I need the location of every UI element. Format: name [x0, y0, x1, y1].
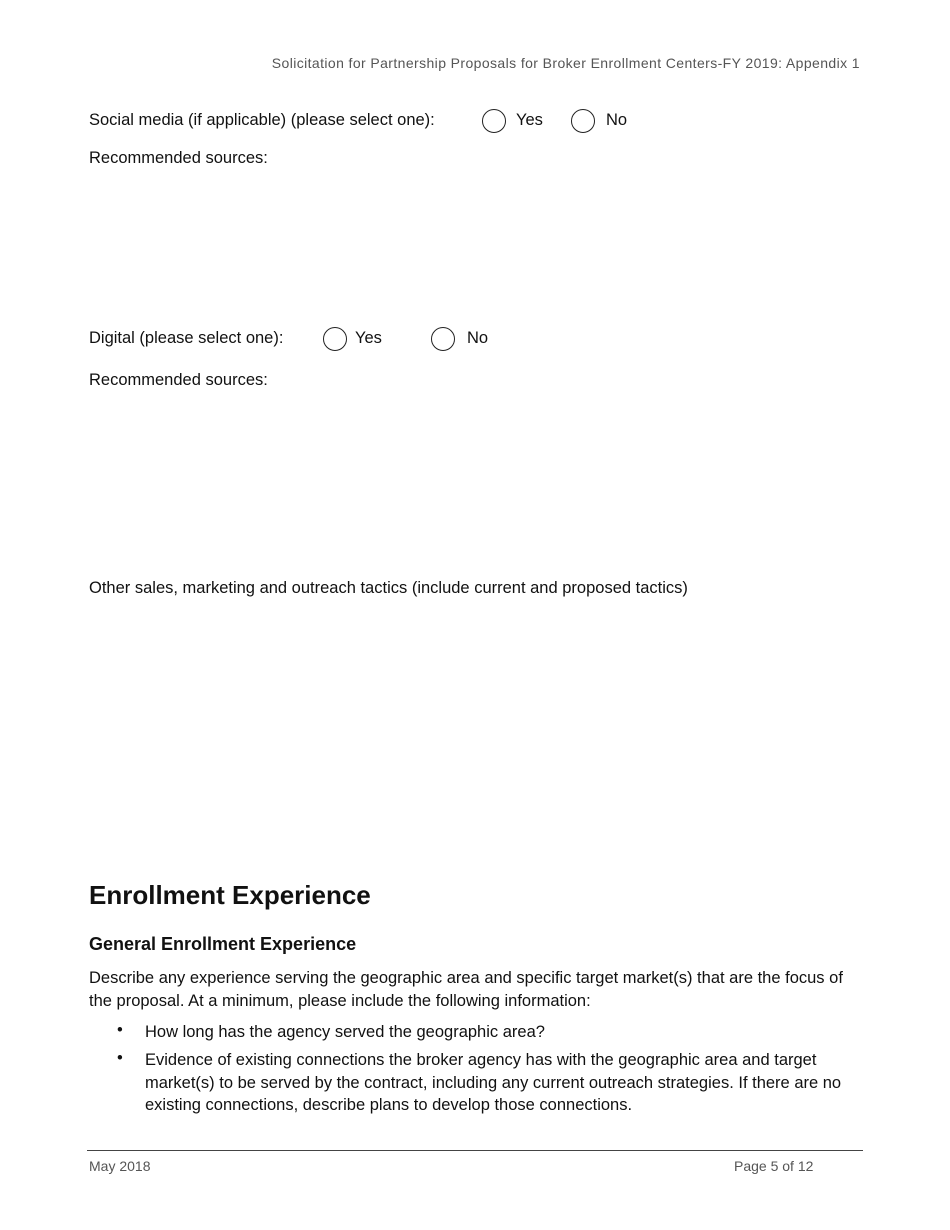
footer-divider	[87, 1150, 863, 1151]
list-item: How long has the agency served the geographic area?	[145, 1023, 545, 1041]
other-tactics-label: Other sales, marketing and outreach tactics (include current and proposed tactics)	[89, 579, 688, 597]
social-media-sources-label: Recommended sources:	[89, 149, 268, 167]
footer-date: May 2018	[89, 1158, 151, 1174]
page-header: Solicitation for Partnership Proposals for Broker Enrollment Centers-FY 2019: Appendix 1	[271, 55, 860, 71]
digital-sources-label: Recommended sources:	[89, 371, 268, 389]
footer-page-number: Page 5 of 12	[734, 1158, 814, 1174]
digital-no-radio[interactable]	[431, 327, 455, 351]
digital-no-label: No	[467, 329, 489, 347]
social-media-no-radio[interactable]	[571, 109, 595, 133]
bullet-marker: •	[117, 1021, 123, 1039]
digital-yes-label: Yes	[355, 329, 382, 347]
general-enrollment-subheading: General Enrollment Experience	[89, 934, 357, 954]
list-item: Evidence of existing connections the broker agency has with the geographic area and target market(s) to be served by the contract, including any current outreach strategies. If there are no existing connections, describe plans to develop those connections.	[145, 1051, 842, 1114]
enrollment-description: Describe any experience serving the geographic area and specific target market(s) that are the focus of the proposal. At a minimum, please include the following information:	[89, 969, 843, 1010]
social-media-no-label: No	[606, 111, 628, 129]
bullet-marker: •	[117, 1049, 123, 1067]
digital-yes-radio[interactable]	[323, 327, 347, 351]
social-media-yes-label: Yes	[516, 111, 543, 129]
social-media-yes-radio[interactable]	[482, 109, 506, 133]
enrollment-experience-heading: Enrollment Experience	[89, 880, 371, 910]
social-media-question: Social media (if applicable) (please select one):	[89, 111, 435, 129]
digital-question: Digital (please select one):	[89, 329, 284, 347]
